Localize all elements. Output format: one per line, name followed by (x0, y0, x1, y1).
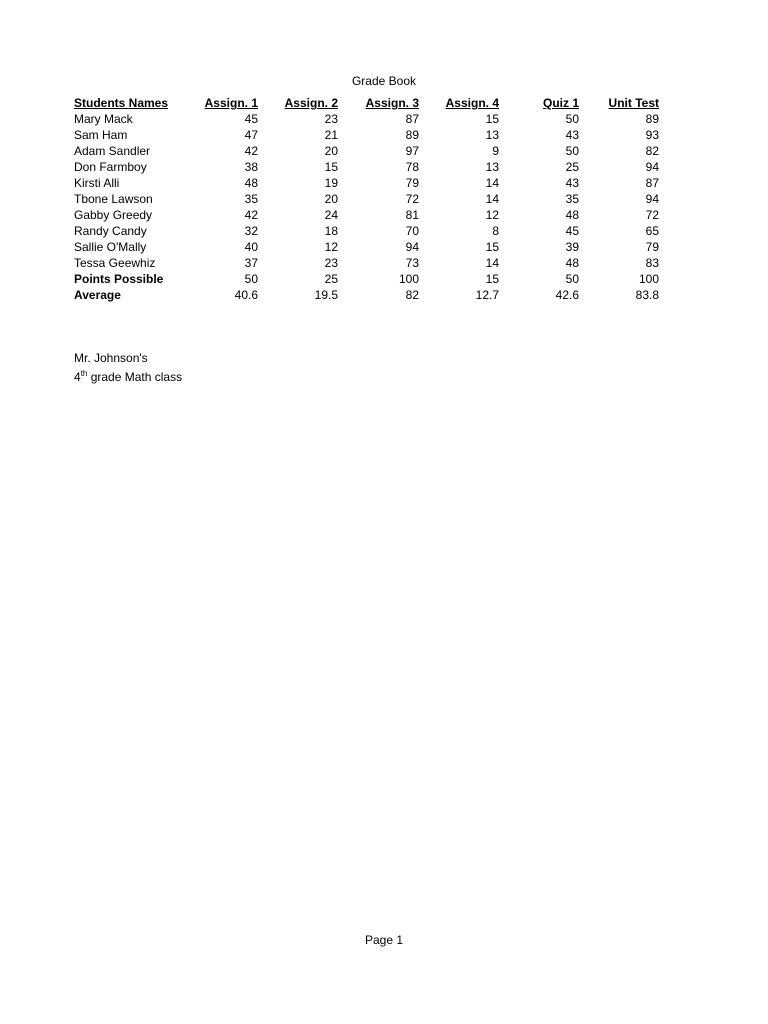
grade-number: 4 (74, 370, 81, 384)
score-cell: 40 (244, 240, 258, 254)
student-name: Don Farmboy (74, 160, 147, 174)
table-row (72, 255, 659, 271)
score-cell: 21 (324, 128, 338, 142)
score-cell: 87 (405, 112, 419, 126)
score-cell: 8 (492, 224, 499, 238)
score-cell: 37 (244, 256, 258, 270)
score-cell: 93 (645, 128, 659, 142)
score-cell: 48 (244, 176, 258, 190)
score-cell: 23 (324, 112, 338, 126)
score-cell: 15 (324, 160, 338, 174)
score-cell: 12 (485, 208, 499, 222)
score-cell: 35 (244, 192, 258, 206)
score-cell: 43 (565, 128, 579, 142)
score-cell: 70 (405, 224, 419, 238)
score-cell: 32 (244, 224, 258, 238)
score-cell: 97 (405, 144, 419, 158)
score-cell: 18 (324, 224, 338, 238)
header-assign-1: Assign. 1 (204, 96, 258, 110)
student-name: Tessa Geewhiz (74, 256, 156, 270)
student-name: Tbone Lawson (74, 192, 153, 206)
score-cell: 87 (645, 176, 659, 190)
score-cell: 48 (565, 208, 579, 222)
score-cell: 83 (645, 256, 659, 270)
points-cell: 15 (485, 272, 499, 286)
header-students-names: Students Names (74, 96, 169, 110)
table-row (72, 127, 659, 143)
score-cell: 39 (565, 240, 579, 254)
header-unit-test: Unit Test (608, 96, 659, 110)
score-cell: 73 (405, 256, 419, 270)
page-title: Grade Book (351, 74, 417, 88)
score-cell: 13 (485, 128, 499, 142)
student-name: Mary Mack (74, 112, 133, 126)
score-cell: 38 (244, 160, 258, 174)
score-cell: 20 (324, 144, 338, 158)
score-cell: 94 (405, 240, 419, 254)
score-cell: 79 (645, 240, 659, 254)
header-assign-2: Assign. 2 (284, 96, 338, 110)
page-number: Page 1 (364, 933, 404, 947)
score-cell: 72 (645, 208, 659, 222)
points-possible-label: Points Possible (74, 272, 164, 286)
average-cell: 83.8 (635, 288, 659, 302)
student-name: Sallie O'Mally (74, 240, 147, 254)
score-cell: 89 (645, 112, 659, 126)
score-cell: 14 (485, 176, 499, 190)
average-cell: 42.6 (555, 288, 579, 302)
score-cell: 94 (645, 160, 659, 174)
points-cell: 100 (398, 272, 419, 286)
points-possible-row (72, 271, 659, 287)
score-cell: 15 (485, 240, 499, 254)
table-row (72, 223, 659, 239)
table-row (72, 143, 659, 159)
table-row (72, 111, 659, 127)
student-name: Gabby Greedy (74, 208, 153, 222)
points-cell: 50 (244, 272, 258, 286)
header-assign-3: Assign. 3 (365, 96, 419, 110)
student-name: Adam Sandler (74, 144, 151, 158)
average-label: Average (74, 288, 121, 302)
score-cell: 82 (645, 144, 659, 158)
score-cell: 94 (645, 192, 659, 206)
table-row (72, 175, 659, 191)
class-name: grade Math class (87, 370, 183, 384)
header-row (72, 95, 659, 111)
score-cell: 65 (645, 224, 659, 238)
student-name: Sam Ham (74, 128, 128, 142)
student-name: Randy Candy (74, 224, 147, 238)
average-cell: 19.5 (314, 288, 338, 302)
grade-ordinal-suffix: th (80, 369, 88, 378)
table-row (72, 159, 659, 175)
header-assign-4: Assign. 4 (445, 96, 499, 110)
class-note (74, 370, 182, 384)
score-cell: 14 (485, 192, 499, 206)
score-cell: 81 (405, 208, 419, 222)
score-cell: 24 (324, 208, 338, 222)
points-cell: 25 (324, 272, 338, 286)
average-cell: 82 (405, 288, 419, 302)
average-row (72, 287, 659, 303)
score-cell: 14 (485, 256, 499, 270)
table-row (72, 239, 659, 255)
table-row (72, 207, 659, 223)
average-cell: 12.7 (475, 288, 499, 302)
score-cell: 45 (244, 112, 258, 126)
score-cell: 78 (405, 160, 419, 174)
score-cell: 9 (492, 144, 499, 158)
grade-table (72, 95, 659, 303)
score-cell: 15 (485, 112, 499, 126)
score-cell: 23 (324, 256, 338, 270)
score-cell: 42 (244, 208, 258, 222)
score-cell: 20 (324, 192, 338, 206)
average-cell: 40.6 (234, 288, 258, 302)
score-cell: 79 (405, 176, 419, 190)
score-cell: 50 (565, 112, 579, 126)
score-cell: 50 (565, 144, 579, 158)
teacher-note: Mr. Johnson's (74, 351, 148, 365)
header-quiz-1: Quiz 1 (542, 96, 579, 110)
score-cell: 19 (324, 176, 338, 190)
score-cell: 25 (565, 160, 579, 174)
points-cell: 50 (565, 272, 579, 286)
table-row (72, 191, 659, 207)
student-name: Kirsti Alli (74, 176, 120, 190)
score-cell: 47 (244, 128, 258, 142)
score-cell: 48 (565, 256, 579, 270)
score-cell: 13 (485, 160, 499, 174)
score-cell: 42 (244, 144, 258, 158)
score-cell: 72 (405, 192, 419, 206)
points-cell: 100 (638, 272, 659, 286)
score-cell: 12 (324, 240, 338, 254)
score-cell: 35 (565, 192, 579, 206)
score-cell: 89 (405, 128, 419, 142)
score-cell: 43 (565, 176, 579, 190)
score-cell: 45 (565, 224, 579, 238)
